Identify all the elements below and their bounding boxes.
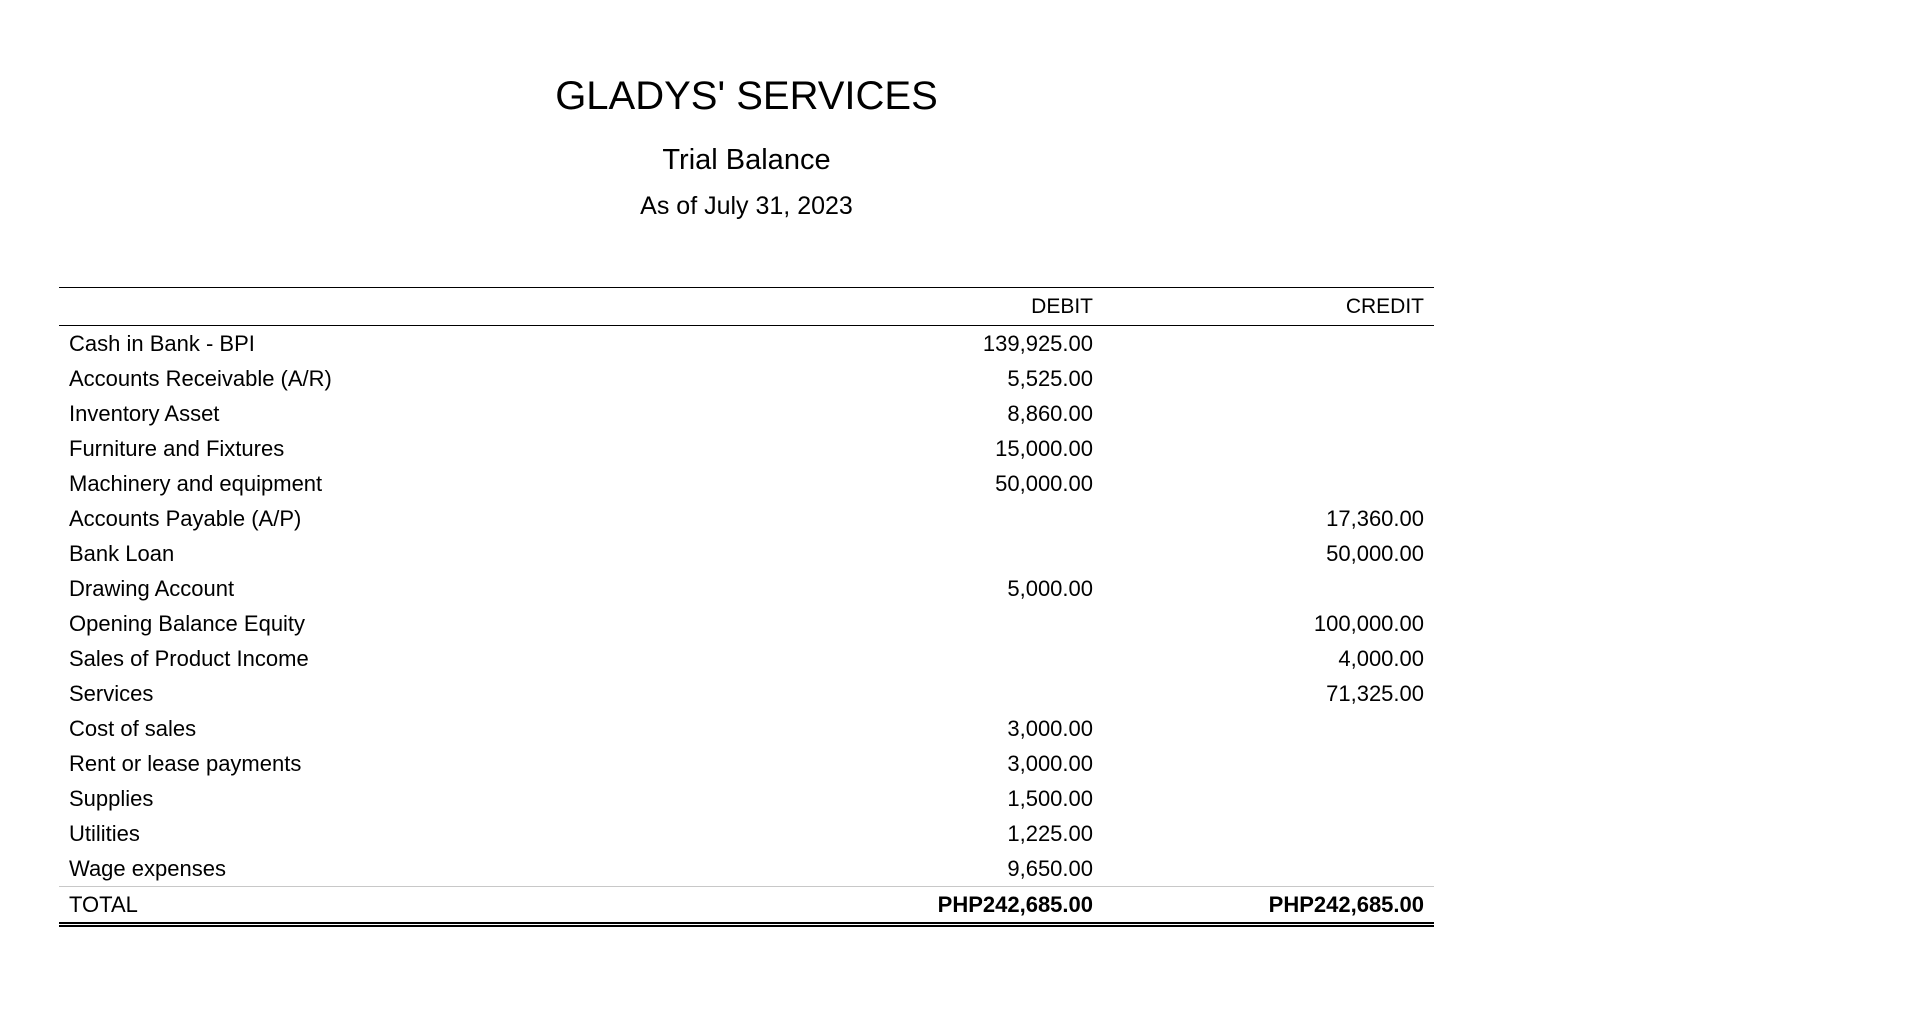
credit-cell: [1103, 571, 1434, 606]
debit-cell: [809, 676, 1103, 711]
total-label: TOTAL: [69, 891, 138, 917]
account-cell: Sales of Product Income: [69, 645, 309, 671]
table-row: [59, 711, 1434, 746]
credit-cell: [1103, 466, 1434, 501]
account-cell: Cash in Bank - BPI: [69, 330, 255, 356]
credit-cell: [1103, 816, 1434, 851]
credit-cell: [1103, 396, 1434, 431]
table-row: [59, 361, 1434, 396]
account-cell: Wage expenses: [69, 855, 226, 881]
account-cell: Accounts Payable (A/P): [69, 505, 302, 531]
table-row: [59, 536, 1434, 571]
debit-cell: 5,000.00: [1007, 575, 1093, 601]
debit-cell: [809, 501, 1103, 536]
table-row: [59, 851, 1434, 887]
credit-cell: 4,000.00: [1338, 645, 1424, 671]
account-cell: Rent or lease payments: [69, 750, 302, 776]
credit-cell: [1103, 851, 1434, 887]
account-cell: Bank Loan: [69, 540, 175, 566]
account-cell: Opening Balance Equity: [69, 610, 306, 636]
debit-cell: 8,860.00: [1007, 400, 1093, 426]
credit-cell: [1103, 746, 1434, 781]
account-column-header: [59, 288, 809, 326]
debit-cell: [809, 536, 1103, 571]
debit-cell: 139,925.00: [982, 330, 1093, 356]
credit-cell: 17,360.00: [1326, 505, 1424, 531]
account-cell: Cost of sales: [69, 715, 197, 741]
credit-cell: [1103, 711, 1434, 746]
table-row: [59, 816, 1434, 851]
credit-cell: [1103, 431, 1434, 466]
debit-column-header: DEBIT: [1031, 294, 1093, 318]
trial-balance-table: [59, 287, 1434, 927]
credit-column-header: CREDIT: [1345, 294, 1424, 318]
credit-cell: [1103, 326, 1434, 362]
debit-cell: 1,225.00: [1007, 820, 1093, 846]
debit-cell: [809, 606, 1103, 641]
account-cell: Drawing Account: [69, 575, 235, 601]
table-row: [59, 606, 1434, 641]
account-cell: Furniture and Fixtures: [69, 435, 285, 461]
total-debit: PHP242,685.00: [937, 891, 1093, 917]
table-row: [59, 676, 1434, 711]
debit-cell: 9,650.00: [1007, 855, 1093, 881]
debit-cell: 50,000.00: [995, 470, 1093, 496]
table-header-row: [59, 288, 1434, 326]
table-row: [59, 466, 1434, 501]
account-cell: Services: [69, 680, 154, 706]
table-row: [59, 431, 1434, 466]
credit-cell: 100,000.00: [1313, 610, 1424, 636]
table-row: [59, 746, 1434, 781]
company-name: GLADYS' SERVICES: [555, 74, 938, 118]
table-row: [59, 641, 1434, 676]
table-row: [59, 571, 1434, 606]
account-cell: Supplies: [69, 785, 154, 811]
table-body: [59, 326, 1434, 887]
debit-cell: 3,000.00: [1007, 750, 1093, 776]
credit-cell: 50,000.00: [1326, 540, 1424, 566]
account-cell: Accounts Receivable (A/R): [69, 365, 332, 391]
table-row: [59, 396, 1434, 431]
credit-cell: 71,325.00: [1326, 680, 1424, 706]
account-cell: Machinery and equipment: [69, 470, 323, 496]
debit-cell: [809, 641, 1103, 676]
account-cell: Utilities: [69, 820, 140, 846]
total-row: [59, 887, 1434, 925]
table-row: [59, 326, 1434, 362]
table-row: [59, 501, 1434, 536]
debit-cell: 15,000.00: [995, 435, 1093, 461]
debit-cell: 5,525.00: [1007, 365, 1093, 391]
debit-cell: 1,500.00: [1007, 785, 1093, 811]
account-cell: Inventory Asset: [69, 400, 220, 426]
report-title: Trial Balance: [662, 144, 831, 176]
credit-cell: [1103, 781, 1434, 816]
debit-cell: 3,000.00: [1007, 715, 1093, 741]
report-date: As of July 31, 2023: [640, 192, 853, 220]
total-credit: PHP242,685.00: [1268, 891, 1424, 917]
table-row: [59, 781, 1434, 816]
credit-cell: [1103, 361, 1434, 396]
